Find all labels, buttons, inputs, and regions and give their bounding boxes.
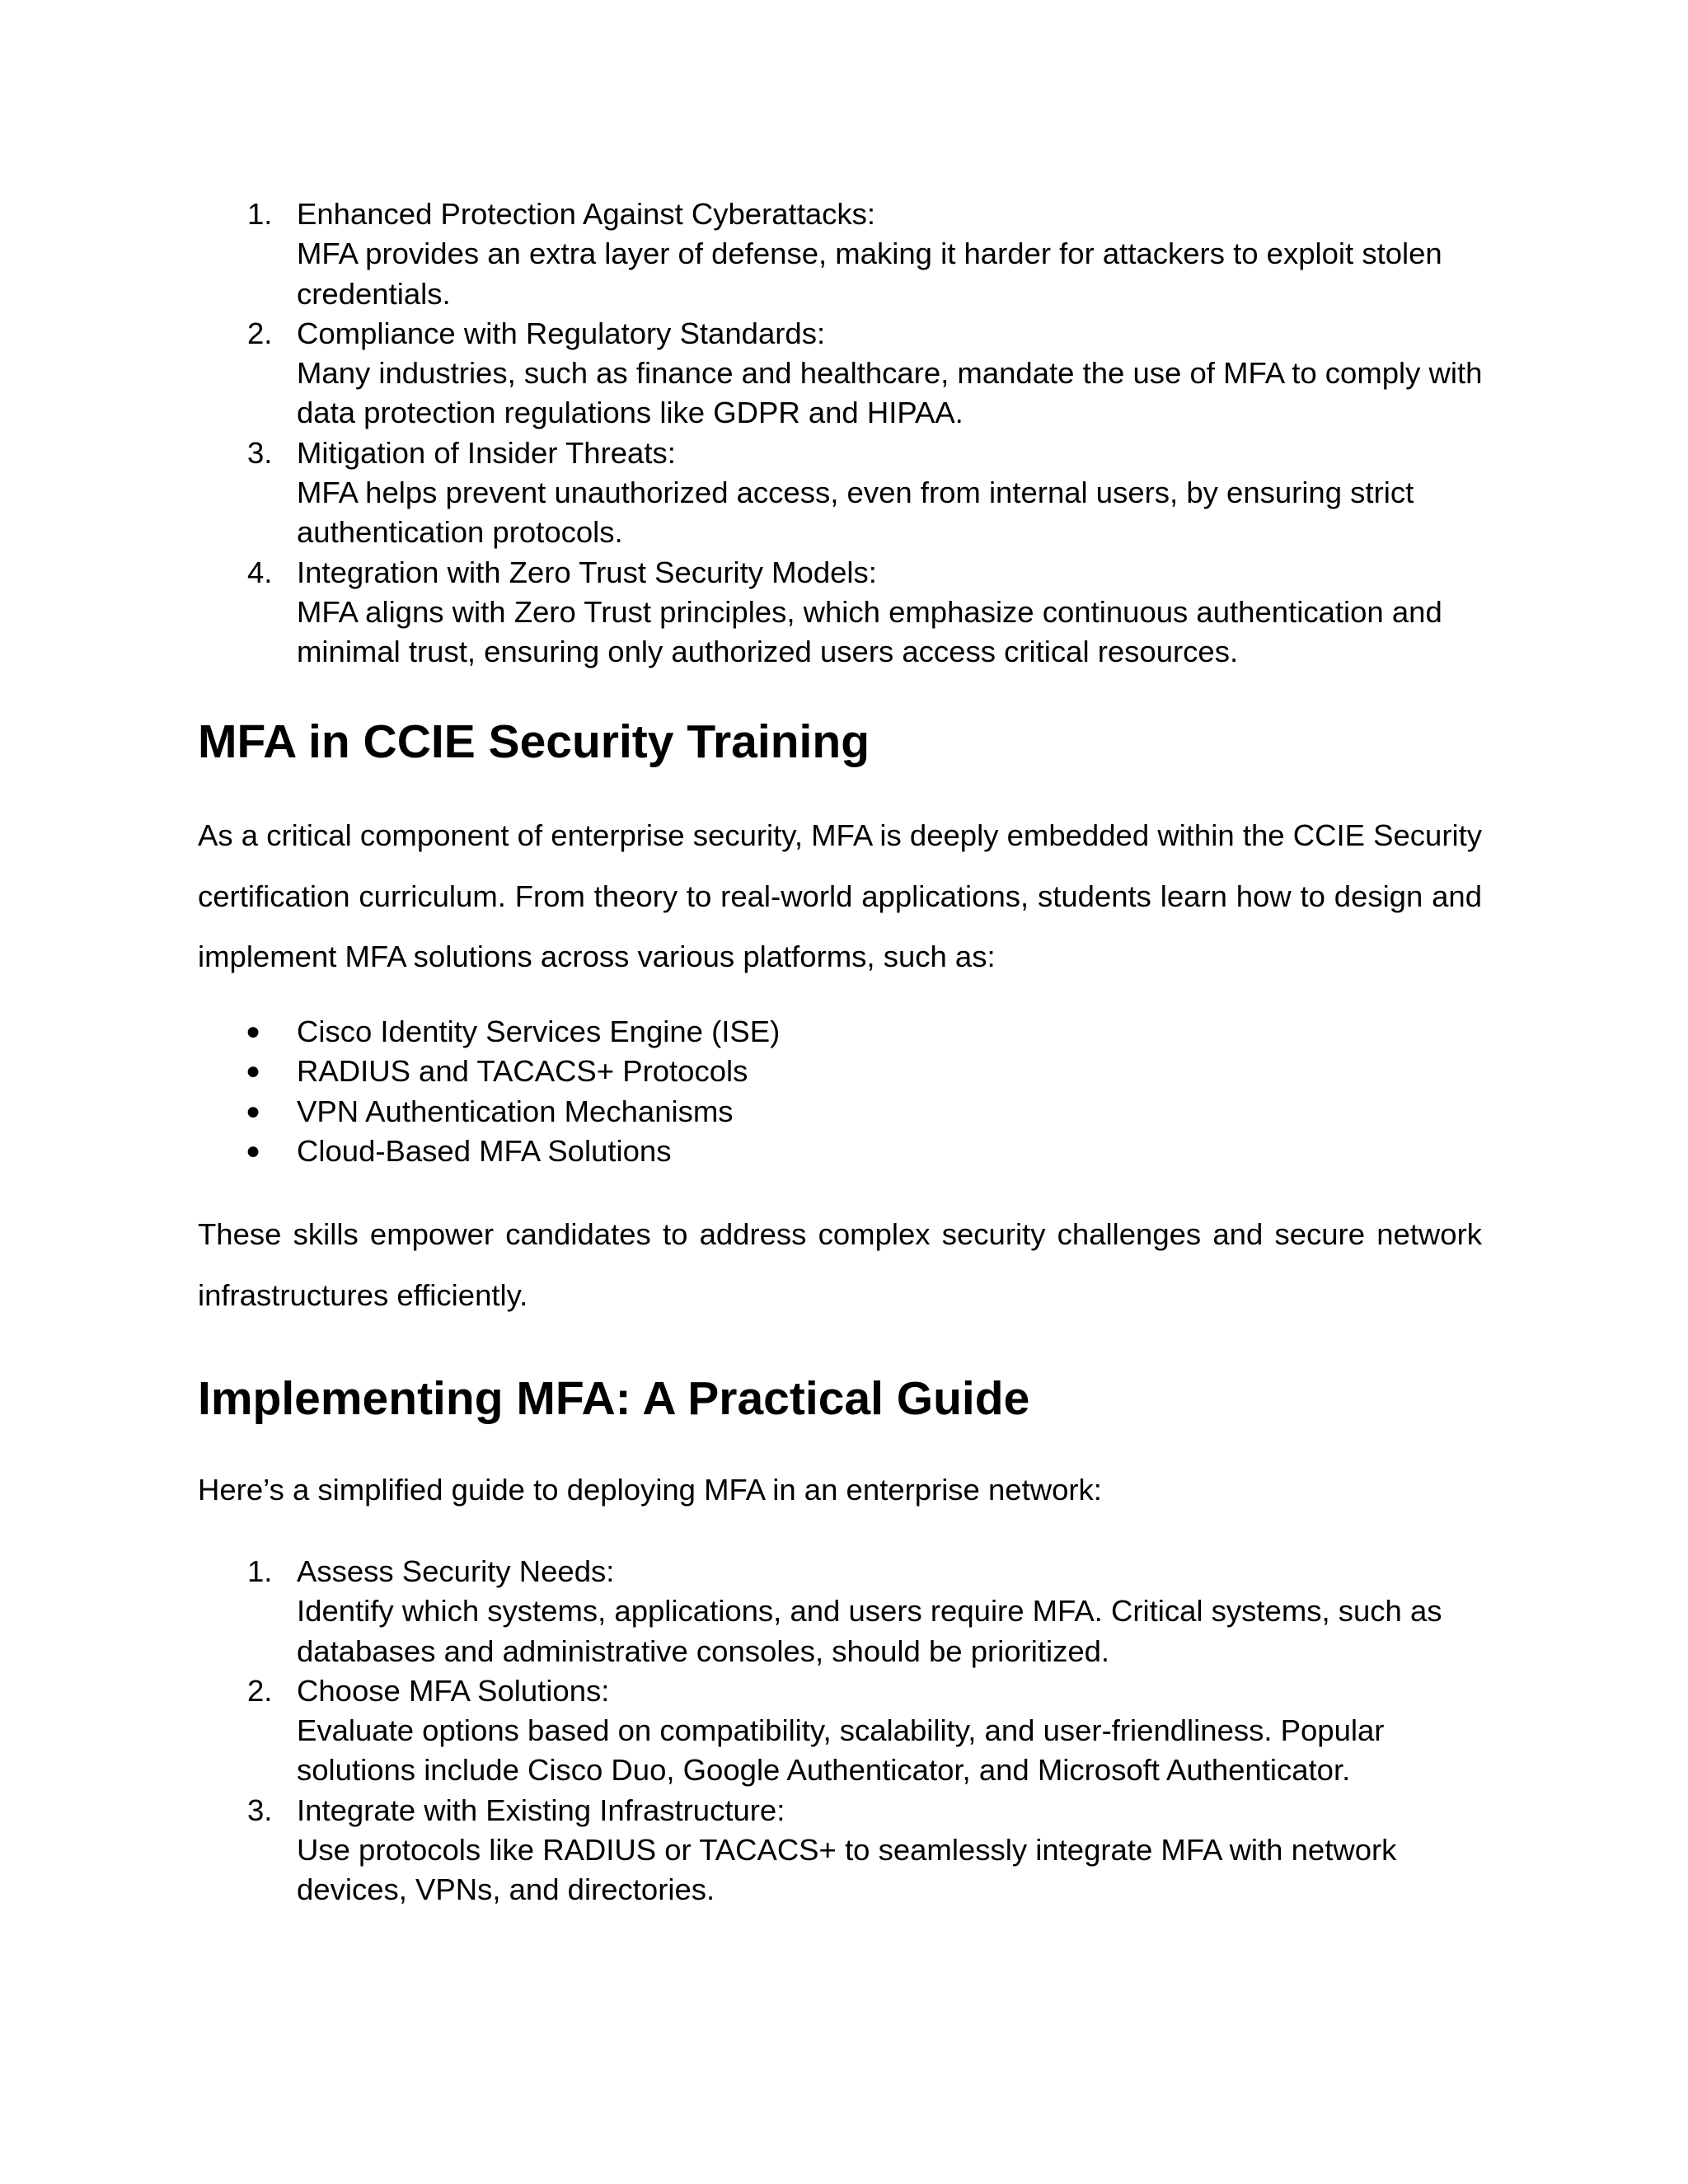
- bullet-icon: ●: [246, 1057, 261, 1085]
- list-item-heading: Mitigation of Insider Threats:: [297, 435, 676, 470]
- list-item: [198, 1012, 1484, 1052]
- list-item: [198, 1132, 1484, 1171]
- list-item: [198, 553, 1484, 673]
- list-item: [198, 434, 1484, 553]
- section-heading-guide: Implementing MFA: A Practical Guide: [198, 1372, 1030, 1425]
- list-item: [198, 1092, 1484, 1132]
- list-item-description: Many industries, such as finance and healthcare, mandate the use of MFA to comply with data protection regulations like GDPR and HIPAA.: [297, 356, 1483, 430]
- list-number: 1.: [247, 1554, 273, 1588]
- list-number: 4.: [247, 555, 273, 589]
- guide-intro-paragraph: Here’s a simplified guide to deploying MFA in an enterprise network:: [198, 1473, 1102, 1507]
- list-item-heading: Assess Security Needs:: [297, 1554, 615, 1588]
- list-item-heading: Integrate with Existing Infrastructure:: [297, 1793, 785, 1827]
- list-number: 2.: [247, 316, 273, 350]
- list-item-text: Cisco Identity Services Engine (ISE): [297, 1015, 781, 1048]
- benefits-list: [198, 194, 1484, 673]
- list-number: 3.: [247, 435, 273, 470]
- guide-steps-list: [198, 1552, 1484, 1910]
- section-heading-ccie: MFA in CCIE Security Training: [198, 715, 870, 768]
- list-item: [198, 1052, 1484, 1091]
- list-item-heading: Choose MFA Solutions:: [297, 1673, 610, 1708]
- list-item-heading: Integration with Zero Trust Security Models:: [297, 555, 877, 589]
- list-item: [198, 1671, 1484, 1791]
- list-item-text: VPN Authentication Mechanisms: [297, 1094, 734, 1128]
- ccie-intro-paragraph: As a critical component of enterprise security, MFA is deeply embedded within the CCIE Security certification curriculum. From theory to real-world applications, students learn how to design and implement MFA solutions across various platforms, such as:: [198, 818, 1482, 973]
- list-item: [198, 194, 1484, 314]
- list-item-description: Evaluate options based on compatibility, scalability, and user-friendliness. Popular solutions include Cisco Duo, Google Authenticator, and Microsoft Authenticator.: [297, 1713, 1385, 1788]
- list-item-text: RADIUS and TACACS+ Protocols: [297, 1054, 748, 1089]
- list-item-description: MFA helps prevent unauthorized access, even from internal users, by ensuring strict authentication protocols.: [297, 476, 1414, 550]
- list-item-heading: Compliance with Regulatory Standards:: [297, 316, 826, 350]
- list-item-heading: Enhanced Protection Against Cyberattacks:: [297, 197, 876, 231]
- list-number: 2.: [247, 1673, 273, 1708]
- bullet-icon: ●: [246, 1137, 261, 1165]
- ccie-closing-paragraph: These skills empower candidates to address complex security challenges and secure network infrastructures efficiently.: [198, 1217, 1482, 1312]
- list-item-description: MFA aligns with Zero Trust principles, which emphasize continuous authentication and minimal trust, ensuring only authorized users access critical resources.: [297, 594, 1442, 669]
- bullet-icon: ●: [246, 1018, 261, 1045]
- list-item: [198, 1552, 1484, 1671]
- list-item-description: Use protocols like RADIUS or TACACS+ to seamlessly integrate MFA with network devices, VPNs, and directories.: [297, 1833, 1397, 1907]
- bullet-icon: ●: [246, 1097, 261, 1125]
- list-item: [198, 314, 1484, 434]
- ccie-platform-list: [198, 1012, 1484, 1171]
- list-item-description: Identify which systems, applications, and users require MFA. Critical systems, such as databases and administrative consoles, should be prioritized.: [297, 1594, 1442, 1668]
- list-item: [198, 1791, 1484, 1910]
- list-number: 1.: [247, 197, 273, 231]
- list-item-text: Cloud-Based MFA Solutions: [297, 1133, 672, 1168]
- list-item-description: MFA provides an extra layer of defense, making it harder for attackers to exploit stolen credentials.: [297, 237, 1442, 311]
- list-number: 3.: [247, 1793, 273, 1827]
